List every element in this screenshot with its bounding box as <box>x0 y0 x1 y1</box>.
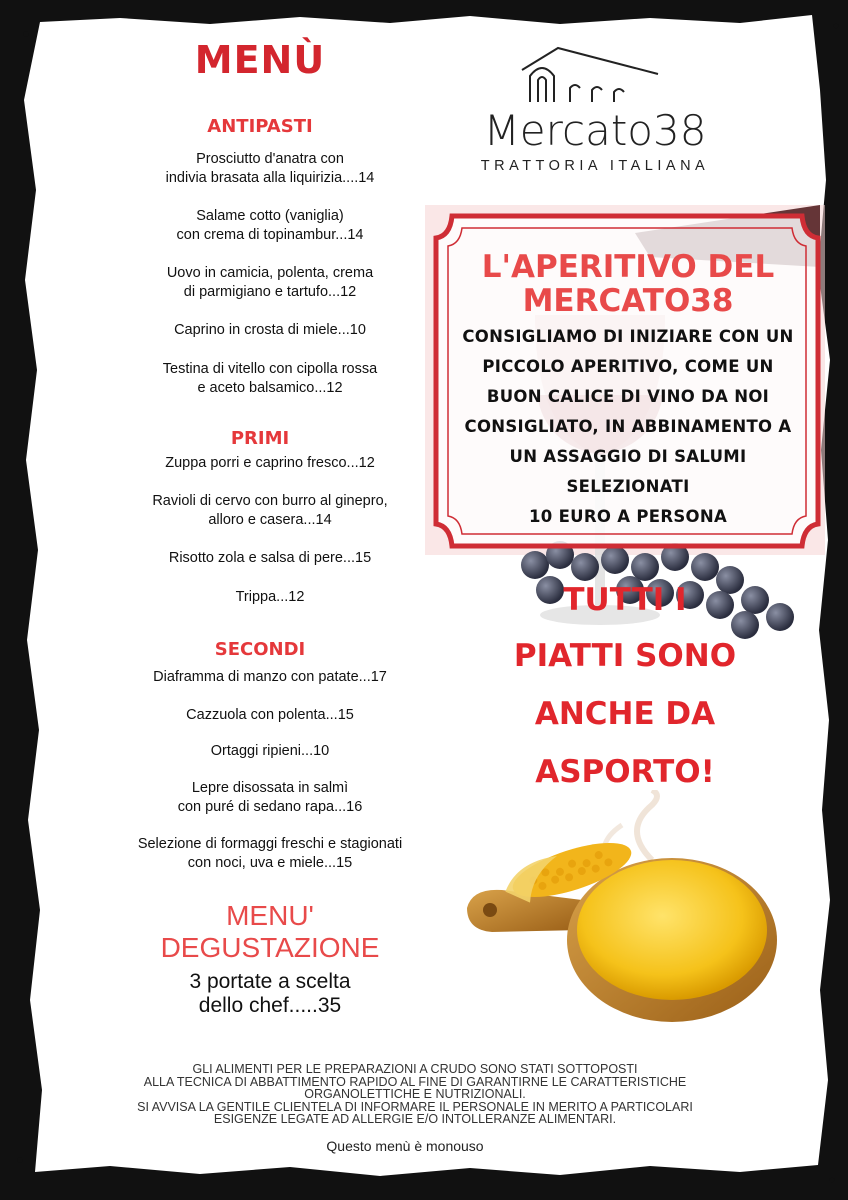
dish-line: alloro e casera...14 <box>208 512 332 528</box>
dish-line: Zuppa porri e caprino fresco...12 <box>165 455 375 471</box>
aperitivo-line: UN ASSAGGIO DI SALUMI <box>509 447 747 466</box>
allergen-notice <box>90 1063 740 1126</box>
aperitivo-title-line: MERCATO38 <box>522 283 734 319</box>
aperitivo-title-line: L'APERITIVO DEL <box>481 249 775 285</box>
dish-item <box>95 150 445 188</box>
aperitivo-title <box>440 250 816 318</box>
dish-line: con puré di sedano rapa...16 <box>177 799 363 815</box>
degustazione-desc-line: 3 portate a scelta <box>189 970 351 993</box>
dish-line: indivia brasata alla liquirizia....14 <box>165 170 375 186</box>
dish-line: e aceto balsamico...12 <box>197 380 343 396</box>
dish-item <box>95 207 445 245</box>
aperitivo-line: PICCOLO APERITIVO, COME UN <box>482 357 774 376</box>
dish-line: Selezione di formaggi freschi e stagionati <box>137 836 403 852</box>
dish-line: Trippa...12 <box>235 589 305 605</box>
notice-line: ORGANOLETTICHE E NUTRIZIONALI. <box>304 1087 526 1101</box>
dish-line: Caprino in crosta di miele...10 <box>174 322 366 338</box>
notice-line: GLI ALIMENTI PER LE PREPARAZIONI A CRUDO SONO STATI SOTTOPOSTI <box>192 1062 638 1076</box>
dish-item <box>95 706 445 725</box>
aperitivo-line: CONSIGLIATO, IN ABBINAMENTO A <box>464 417 792 436</box>
dish-line: Salame cotto (vaniglia) <box>196 208 344 224</box>
aperitivo-line: CONSIGLIAMO DI INIZIARE CON UN <box>462 327 794 346</box>
logo-tagline: TRATTORIA ITALIANA <box>480 158 710 174</box>
takeaway-line: ANCHE DA <box>534 696 716 732</box>
polenta-board-icon <box>462 790 782 1030</box>
dish-item <box>95 588 445 607</box>
degustazione-title-line: DEGUSTAZIONE <box>160 932 380 963</box>
logo-name: Mercato38 <box>483 106 707 155</box>
dish-item <box>95 668 445 687</box>
aperitivo-description <box>440 322 816 532</box>
dish-line: di parmigiano e tartufo...12 <box>183 284 357 300</box>
degustazione-description <box>100 970 440 1018</box>
dish-line: Risotto zola e salsa di pere...15 <box>168 550 372 566</box>
dish-line: Prosciutto d'anatra con <box>196 151 344 167</box>
aperitivo-price: 10 EURO A PERSONA <box>528 507 728 526</box>
dish-item <box>95 360 445 398</box>
dish-line: Uovo in camicia, polenta, crema <box>166 265 374 281</box>
dish-line: Ravioli di cervo con burro al ginepro, <box>152 493 388 509</box>
dish-item <box>95 549 445 568</box>
takeaway-line: ASPORTO! <box>535 754 715 790</box>
degustazione-title <box>100 900 440 964</box>
dish-item <box>95 264 445 302</box>
aperitivo-line: SELEZIONATI <box>566 477 690 496</box>
dish-item <box>95 321 445 340</box>
section-title-secondi: SECONDI <box>214 639 306 660</box>
dish-item <box>95 835 445 873</box>
notice-line: SI AVVISA LA GENTILE CLIENTELA DI INFORMARE IL PERSONALE IN MERITO A PARTICOLARI <box>137 1099 693 1114</box>
dish-line: Testina di vitello con cipolla rossa <box>162 361 378 377</box>
notice-line: ALLA TECNICA DI ABBATTIMENTO RAPIDO AL FINE DI GARANTIRNE LE CARATTERISTICHE <box>143 1074 687 1089</box>
notice-line: ESIGENZE LEGATE AD ALLERGIE E/O INTOLLERANZE ALIMENTARI. <box>213 1112 617 1126</box>
takeaway-line: PIATTI SONO <box>513 638 737 674</box>
degustazione-title-line: MENU' <box>226 900 314 931</box>
dish-item <box>95 779 445 817</box>
section-title-antipasti: ANTIPASTI <box>207 116 313 137</box>
dish-line: Lepre disossata in salmì <box>191 780 349 796</box>
degustazione-desc-line: dello chef.....35 <box>198 994 342 1017</box>
dish-line: con noci, uva e miele...15 <box>187 855 353 871</box>
section-title-primi: PRIMI <box>230 428 290 449</box>
dish-item <box>95 742 445 761</box>
aperitivo-line: BUON CALICE DI VINO DA NOI <box>486 387 770 406</box>
dish-line: Cazzuola con polenta...15 <box>186 707 354 723</box>
dish-item <box>95 492 445 530</box>
dish-line: Diaframma di manzo con patate...17 <box>153 669 387 685</box>
takeaway-line: TUTTI I <box>563 582 687 618</box>
arches-logo-icon <box>520 46 660 106</box>
single-use-note: Questo menù è monouso <box>326 1138 484 1154</box>
menu-title: MENÙ <box>194 38 326 82</box>
dish-line: con crema di topinambur...14 <box>176 227 364 243</box>
dish-item <box>95 454 445 473</box>
dish-line: Ortaggi ripieni...10 <box>210 743 330 759</box>
